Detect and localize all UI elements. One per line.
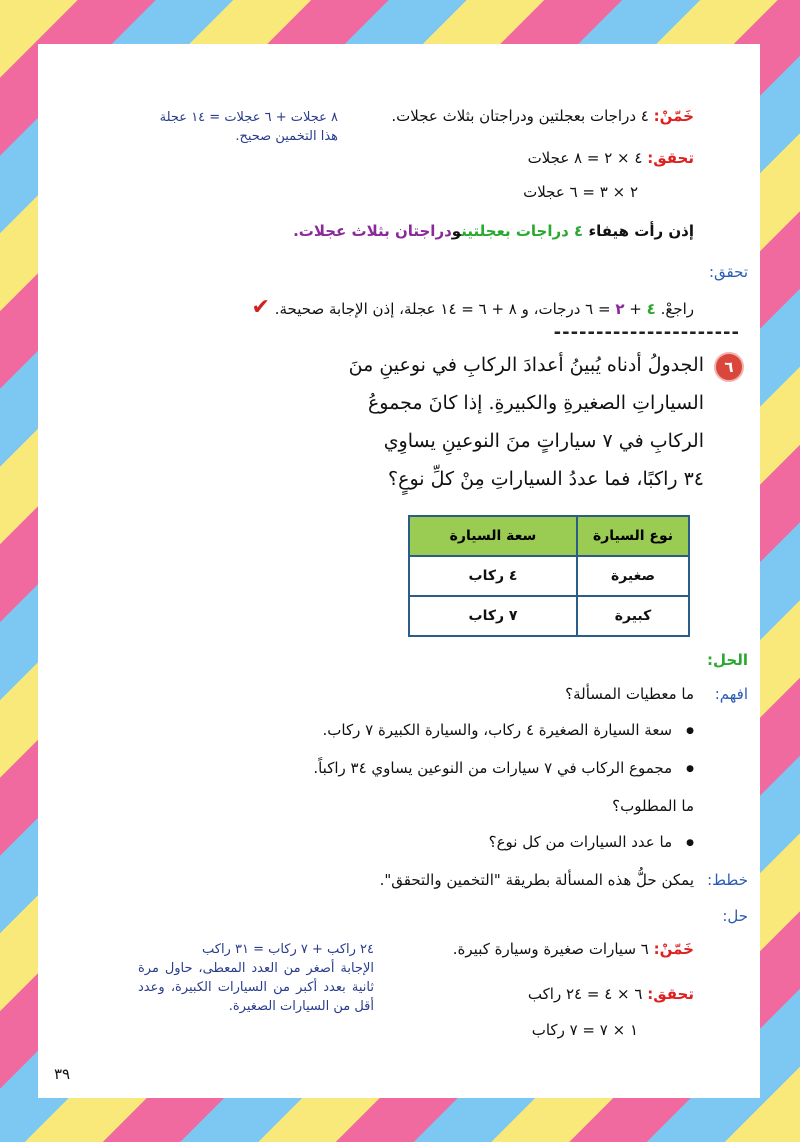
conclusion-line: [293, 221, 694, 241]
solve-guess-text: ٦ سيارات صغيرة وسيارة كبيرة.: [452, 940, 649, 958]
problem-line: الجدولُ أدناه يُبينُ أعدادَ الركابِ في نوعينِ منَ: [348, 354, 704, 376]
check-text: ٤ × ٢ = ٨ عجلات: [527, 149, 643, 167]
solve-check-line: [528, 984, 694, 1004]
conclusion-purple: دراجتان بثلاث عجلات.: [293, 222, 452, 240]
note-line: الإجابة أصغر من العدد المعطى، حاول مرة ثانية بعدد أكبر من السيارات الكبيرة، وعدد أقل من السيارات الصغيرة.: [138, 961, 374, 1014]
table-header-row: [409, 516, 689, 556]
problem-text: [334, 346, 704, 498]
worksheet-page: [38, 44, 760, 1098]
understand-label: افهم:: [714, 685, 748, 703]
verify-label: تحقق:: [708, 263, 748, 281]
divider: ----------------------: [553, 322, 740, 343]
check-line: [528, 148, 694, 168]
plan-label: خطط:: [707, 871, 748, 889]
solve-check-line-2: ١ × ٧ = ٧ ركاب: [531, 1021, 638, 1039]
table-cell: صغيرة: [577, 556, 689, 596]
table-row: [409, 596, 689, 636]
given-item: ● مجموع الركاب في ٧ سيارات من النوعين يساوي ٣٤ راكباً.: [313, 758, 694, 781]
required-item: ● ما عدد السيارات من كل نوع؟: [489, 832, 694, 855]
table-cell: كبيرة: [577, 596, 689, 636]
problem-line: ٣٤ راكبًا، فما عددُ السياراتِ مِنْ كلِّ نوعٍ؟: [388, 468, 704, 490]
solve-note: [138, 940, 374, 1016]
note-line: ٨ عجلات + ٦ عجلات = ١٤ عجلة: [159, 110, 338, 125]
problem-line: الركابِ في ٧ سياراتٍ منَ النوعينِ يساوِي: [383, 430, 704, 452]
solve-guess-line: [453, 939, 694, 959]
note-line: ٢٤ راكب + ٧ ركاب = ٣١ راكب: [201, 942, 374, 957]
guess-note: [88, 108, 338, 146]
page-number: ٣٩: [54, 1065, 71, 1083]
guess-label: خَمّنْ:: [653, 107, 694, 125]
verify-plus: +: [629, 300, 642, 318]
problem-number: [714, 352, 744, 382]
solve-check-label: تحقق:: [647, 985, 694, 1003]
conclusion-green: ٤ دراجات بعجلتين: [461, 222, 584, 240]
guess-text: ٤ دراجات بعجلتين ودراجتان بثلاث عجلات.: [391, 107, 649, 125]
verify-line: [251, 295, 694, 320]
solution-label: الحل:: [707, 651, 748, 669]
table-row: [409, 556, 689, 596]
table-header: سعة السيارة: [409, 516, 577, 556]
conclusion-mid: و: [451, 222, 462, 240]
solve-label: حل:: [722, 907, 748, 925]
note-line: هذا التخمين صحيح.: [235, 129, 338, 144]
verify-rest: = ٦ درجات، و ٨ + ٦ = ١٤ عجلة، إذن الإجابة صحيحة.: [274, 300, 611, 318]
solve-check-text: ٦ × ٤ = ٢٤ راكب: [527, 985, 643, 1003]
problem-line: السياراتِ الصغيرةِ والكبيرةِ. إذا كانَ مجموعُ: [367, 392, 704, 414]
verify-prefix: راجعْ.: [660, 300, 694, 318]
verify-num-b: ٢: [615, 300, 625, 318]
solve-guess-label: خَمّنْ:: [653, 940, 694, 958]
table-cell: ٧ ركاب: [409, 596, 577, 636]
problem-number-badge: ٦: [714, 352, 744, 382]
check-line-2: ٢ × ٣ = ٦ عجلات: [523, 183, 638, 201]
table-header: نوع السيارة: [577, 516, 689, 556]
required-question: ما المطلوب؟: [612, 797, 694, 815]
conclusion-prefix: إذن رأت هيفاء: [588, 222, 694, 240]
guess-line: [391, 106, 694, 126]
verify-num-a: ٤: [646, 300, 656, 318]
check-label: تحقق:: [647, 149, 694, 167]
table-cell: ٤ ركاب: [409, 556, 577, 596]
understand-question: ما معطيات المسألة؟: [565, 685, 694, 703]
given-item: ● سعة السيارة الصغيرة ٤ ركاب، والسيارة الكبيرة ٧ ركاب.: [323, 720, 695, 743]
plan-text: يمكن حلُّ هذه المسألة بطريقة "التخمين والتحقق".: [379, 871, 694, 889]
check-mark-icon: ✔: [251, 295, 270, 320]
capacity-table: [408, 515, 690, 637]
